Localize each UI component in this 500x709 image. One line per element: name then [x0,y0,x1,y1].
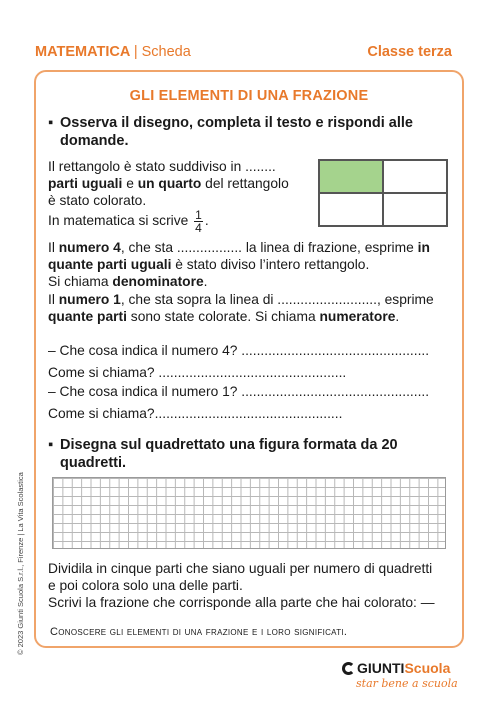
text: . [395,309,400,324]
task-2-instruction [48,436,448,472]
text: denominatore [112,274,204,289]
text: sono state colorate. Si chiama [126,309,320,324]
task-1-instruction [48,114,448,150]
text: numero 4 [58,240,121,255]
giunti-scuola-logo [342,660,458,690]
fraction-one-quarter [194,209,203,234]
colored-quarter [319,160,383,193]
text: . [204,213,209,229]
text: . [203,274,208,289]
text: Scrivi la frazione che corrisponde alla parte che hai colorato: — [48,595,435,610]
blank-quarter [383,193,447,226]
text: In matematica si scrive [48,213,193,229]
squared-drawing-grid[interactable] [52,477,446,549]
question-2-name: Come si chiama?................................................. [48,406,343,421]
grid-instructions [48,560,460,611]
fraction-denominator: 4 [195,221,202,235]
question-2: – Che cosa indica il numero 1? ................................................. [48,384,430,399]
text: in [417,240,430,255]
bullet-icon: ▪ [48,437,54,453]
rectangle-figure [318,159,448,227]
text: quante parti uguali [48,257,172,272]
text: parti uguali [48,176,123,191]
text: Dividila in cinque parti che siano uguali per numero di quadretti [48,561,433,576]
paragraph-denominator [48,239,458,290]
text: un quarto [137,176,202,191]
text: del rettangolo [201,176,289,191]
text: Il [48,240,59,255]
blank-quarter [319,193,383,226]
question-1-name: Come si chiama? ................................................. [48,365,347,380]
logo-brand-a: GIUNTI [357,660,405,676]
fraction-numerator: 1 [195,208,202,222]
text: Si chiama [48,274,113,289]
learning-objective: Conoscere gli elementi di una frazione e i loro significati. [50,626,348,638]
paragraph-rectangle [48,158,313,234]
header-subject [35,44,191,60]
question-1: – Che cosa indica il numero 4? ................................................. [48,343,430,358]
task-1-line2: domande. [60,133,129,149]
bullet-icon: ▪ [48,115,54,131]
text: e poi colora solo una delle parti. [48,578,243,593]
text: , che sta ................. la linea di frazione, esprime [120,240,418,255]
text: Il [48,292,59,307]
copyright-notice: © 2023 Giunti Scuola S.r.l., Firenze | La Vita Scolastica [16,472,25,655]
task-1-line1: Osserva il disegno, completa il testo e rispondi alle [60,115,413,131]
blank-quarter [383,160,447,193]
logo-brand [342,660,458,676]
paragraph-numerator [48,291,458,325]
task-2-line2: quadretti. [60,455,127,471]
sheet-type-label: Scheda [141,44,191,60]
subject-label: MATEMATICA [35,44,130,60]
logo-brand-b: Scuola [404,660,451,676]
text: Il rettangolo è stato suddiviso in ........ [48,159,276,174]
text: quante parti [48,309,127,324]
giunti-g-icon [342,662,355,675]
text: e [122,176,138,191]
text: è stato diviso l’intero rettangolo. [171,257,370,272]
task-2-line1: Disegna sul quadrettato una figura formata da 20 [60,437,398,453]
logo-tagline: star bene a scuola [356,677,458,690]
text: numeratore [319,309,396,324]
text: è stato colorato. [48,193,147,208]
worksheet-title: GLI ELEMENTI DI UNA FRAZIONE [129,88,369,104]
header-separator: | [133,44,138,60]
text: numero 1 [58,292,121,307]
text: , che sta sopra la linea di .........................., esprime [120,292,434,307]
worksheet-card [34,70,464,648]
grade-label: Classe terza [367,44,452,60]
